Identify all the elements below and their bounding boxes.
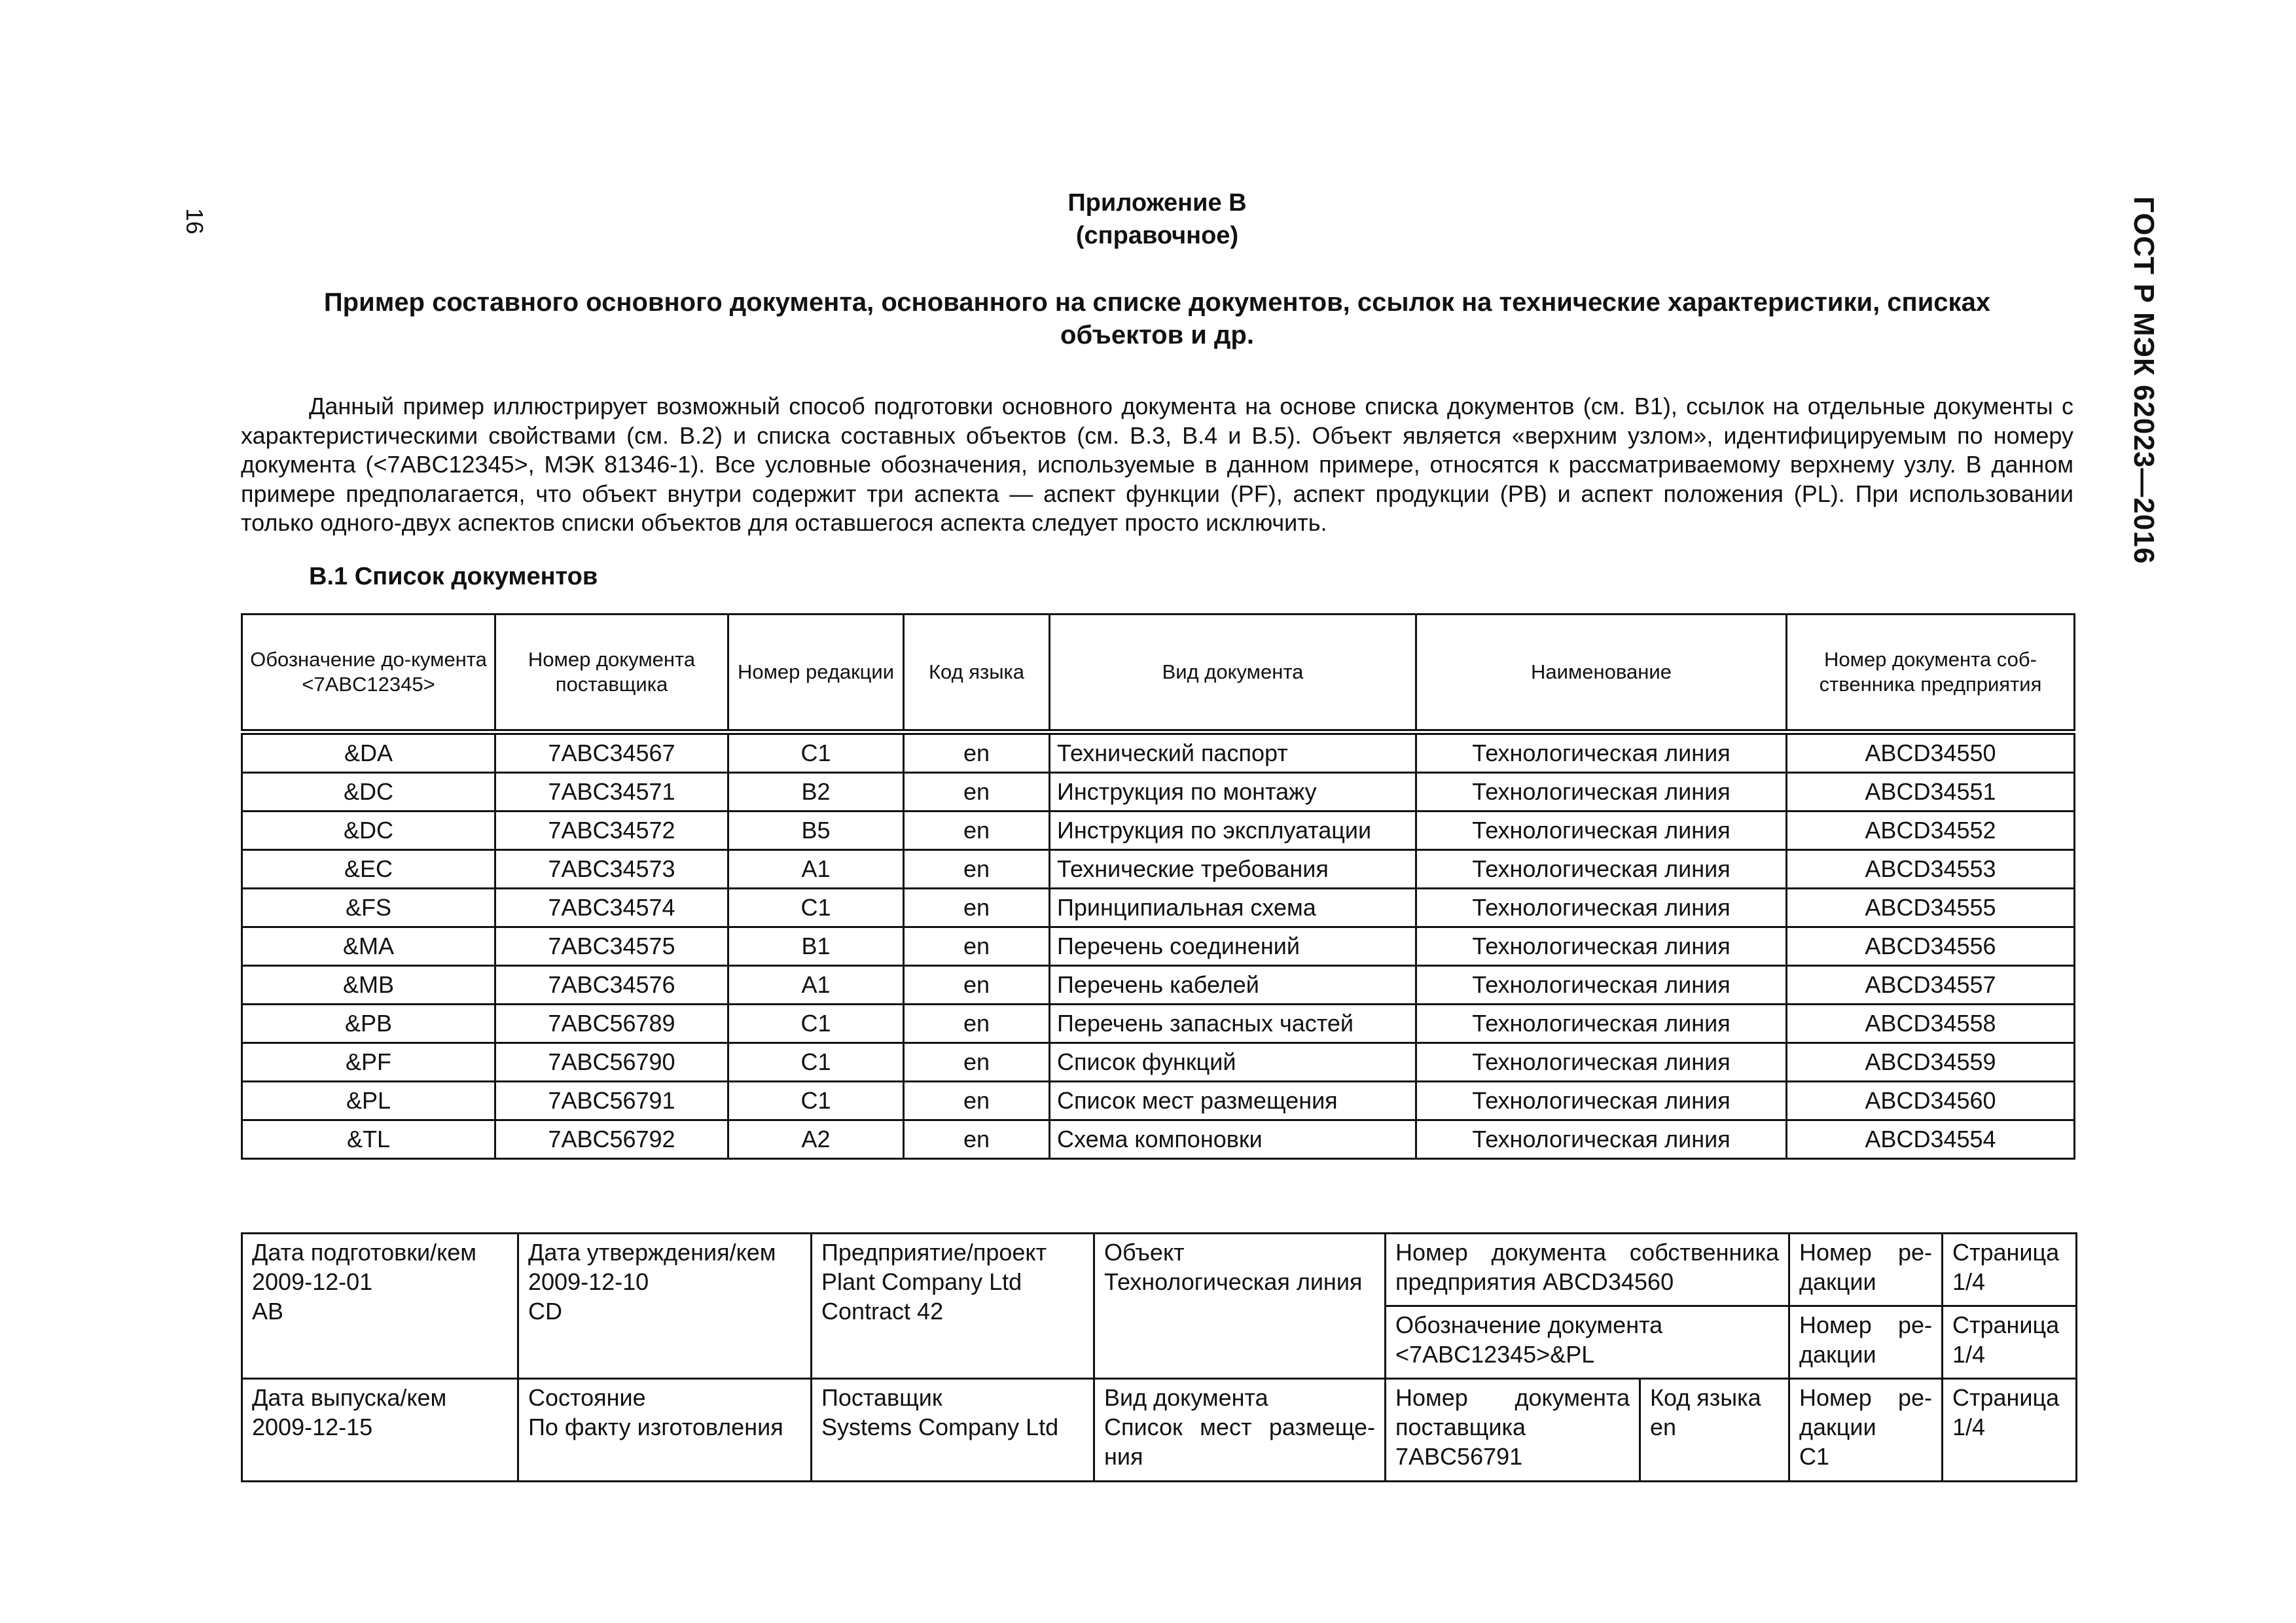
table-cell: en (904, 1120, 1050, 1158)
table-cell: 7ABC56791 (495, 1081, 728, 1120)
table-cell: Технологическая линия (1416, 1120, 1787, 1158)
table-cell: ABCD34554 (1787, 1120, 2075, 1158)
table-cell: Принципиальная схема (1050, 888, 1416, 927)
table-cell: en (904, 1043, 1050, 1081)
table-cell: C1 (728, 1004, 904, 1043)
table-cell: Технологическая линия (1416, 1004, 1787, 1043)
owner-doc-cell (1386, 1234, 1789, 1306)
table-cell: B1 (728, 927, 904, 965)
table-row (242, 1081, 2075, 1120)
owner-doc-value: предприятия ABCD34560 (1395, 1268, 1674, 1295)
table-cell: 7ABC56789 (495, 1004, 728, 1043)
table-row (242, 965, 2075, 1004)
annex-heading: Пример составного основного документа, основанного на списке документов, ссылок на технические характеристики, списках объектов и др. (323, 288, 1991, 349)
column-header: Номер документа соб-ственника предприятия (1787, 614, 2075, 732)
table-row (242, 1043, 2075, 1081)
supplier-doc-value: 7ABC56791 (1395, 1443, 1523, 1470)
supplier-value: Systems Company Ltd (821, 1414, 1059, 1440)
page-value: 1/4 (1952, 1414, 1986, 1440)
object-value: Технологическая линия (1104, 1268, 1363, 1295)
page-label: Страница (1952, 1384, 2060, 1411)
table-cell: ABCD34552 (1787, 811, 2075, 849)
page-content (241, 187, 2073, 1160)
enterprise-project: Contract 42 (821, 1298, 944, 1325)
table-cell: ABCD34555 (1787, 888, 2075, 927)
issue-label: Дата выпуска/кем (252, 1384, 447, 1411)
table-cell: ABCD34557 (1787, 965, 2075, 1004)
language-cell (1640, 1379, 1789, 1482)
table-cell: Технический паспорт (1050, 732, 1416, 772)
table-cell: &DA (242, 732, 495, 772)
table-cell: &PF (242, 1043, 495, 1081)
table-cell: Технологическая линия (1416, 927, 1787, 965)
doc-kind-value: Список мест размеще- (1104, 1414, 1375, 1440)
table-row (242, 1004, 2075, 1043)
page-value: 1/4 (1952, 1268, 1986, 1295)
revision-cell (1789, 1379, 1943, 1482)
table-cell: ABCD34551 (1787, 772, 2075, 811)
table-row (242, 849, 2075, 888)
intro-paragraph: Данный пример иллюстрирует возможный способ подготовки основного документа на основе списка документов (см. В1), ссылок на отдельные документы с характеристическими свойствами (см. В.2) и списка составных объектов (см. В.3, В.4 и В.5). Объект является «верхним узлом», идентифицируемым по номеру документа (<7ABC12345>, МЭК 81346-1). Все условные обозначения, используемые в данном примере, относятся к рассматриваемому верхнему узлу. В данном примере предполагается, что объект внутри содержит три аспекта — аспект функции (PF), аспект продукции (PB) и аспект положения (PL). При использовании только одного-двух аспектов списки объектов для оставшегося аспекта следует просто исключить. (241, 393, 2073, 536)
table-cell: ABCD34556 (1787, 927, 2075, 965)
table-cell: Технологическая линия (1416, 1043, 1787, 1081)
standard-code: ГОСТ Р МЭК 62023—2016 (2128, 196, 2160, 565)
table-cell: Технологическая линия (1416, 732, 1787, 772)
table-cell: 7ABC34575 (495, 927, 728, 965)
table-cell: ABCD34558 (1787, 1004, 2075, 1043)
enterprise-label: Предприятие/проект (821, 1239, 1047, 1266)
table-cell: &DC (242, 772, 495, 811)
table-cell: C1 (728, 888, 904, 927)
title-block (241, 1232, 2077, 1482)
table-cell: en (904, 849, 1050, 888)
prep-date-cell (242, 1234, 518, 1379)
owner-doc-label: Номер документа собственника (1395, 1239, 1779, 1266)
annex-title: Приложение В (1067, 189, 1247, 217)
supplier-doc-label: поставщика (1395, 1414, 1526, 1440)
designation-value: <7ABC12345>&PL (1395, 1341, 1595, 1368)
page-cell (1943, 1306, 2077, 1379)
table-cell: &PL (242, 1081, 495, 1120)
column-header: Номер редакции (728, 614, 904, 732)
page-number: 16 (181, 208, 208, 235)
table-cell: 7ABC56792 (495, 1120, 728, 1158)
table-cell: en (904, 888, 1050, 927)
approval-date-cell (518, 1234, 812, 1379)
table-cell: en (904, 772, 1050, 811)
status-value: По факту изготовления (528, 1414, 783, 1440)
status-cell (518, 1379, 812, 1482)
revision-label: Номер ре- (1799, 1384, 1932, 1411)
table-cell: Перечень запасных частей (1050, 1004, 1416, 1043)
table-cell: C1 (728, 1043, 904, 1081)
table-cell: 7ABC34573 (495, 849, 728, 888)
revision-label: дакции (1799, 1341, 1876, 1368)
column-header: Номер документа поставщика (495, 614, 728, 732)
documents-table-body (242, 732, 2075, 1158)
table-cell: 7ABC34574 (495, 888, 728, 927)
page-cell (1943, 1234, 2077, 1306)
documents-list-table (241, 613, 2075, 1160)
approval-by: CD (528, 1298, 562, 1325)
page-cell (1943, 1379, 2077, 1482)
table-cell: B5 (728, 811, 904, 849)
enterprise-name: Plant Company Ltd (821, 1268, 1022, 1295)
page-value: 1/4 (1952, 1341, 1986, 1368)
page-label: Страница (1952, 1311, 2060, 1338)
column-header: Наименование (1416, 614, 1787, 732)
table-cell: 7ABC34567 (495, 732, 728, 772)
annex-subtitle: (справочное) (1075, 222, 1239, 249)
doc-kind-value: ния (1104, 1443, 1143, 1470)
table-cell: A1 (728, 849, 904, 888)
table-cell: Список функций (1050, 1043, 1416, 1081)
revision-cell (1789, 1306, 1943, 1379)
supplier-cell (812, 1379, 1094, 1482)
revision-label: дакции (1799, 1268, 1876, 1295)
table-cell: Инструкция по монтажу (1050, 772, 1416, 811)
enterprise-cell (812, 1234, 1094, 1379)
status-label: Состояние (528, 1384, 646, 1411)
section-heading: В.1 Список документов (309, 562, 598, 590)
column-header: Вид документа (1050, 614, 1416, 732)
table-cell: &MB (242, 965, 495, 1004)
table-cell: ABCD34550 (1787, 732, 2075, 772)
supplier-doc-label: Номер документа (1395, 1384, 1630, 1411)
issue-date: 2009-12-15 (252, 1414, 373, 1440)
table-cell: &MA (242, 927, 495, 965)
table-cell: Технологическая линия (1416, 965, 1787, 1004)
revision-label: дакции (1799, 1414, 1876, 1440)
table-cell: &TL (242, 1120, 495, 1158)
designation-cell (1386, 1306, 1789, 1379)
table-cell: 7ABC56790 (495, 1043, 728, 1081)
revision-cell (1789, 1234, 1943, 1306)
table-cell: A2 (728, 1120, 904, 1158)
table-row (242, 927, 2075, 965)
prep-label: Дата подготовки/кем (252, 1239, 477, 1266)
table-cell: Перечень кабелей (1050, 965, 1416, 1004)
table-cell: &DC (242, 811, 495, 849)
revision-label: Номер ре- (1799, 1239, 1932, 1266)
table-row (242, 888, 2075, 927)
table-row (242, 811, 2075, 849)
table-cell: ABCD34559 (1787, 1043, 2075, 1081)
object-label: Объект (1104, 1239, 1185, 1266)
language-label: Код языка (1650, 1384, 1761, 1411)
table-cell: en (904, 1081, 1050, 1120)
language-value: en (1650, 1414, 1677, 1440)
table-cell: Технологическая линия (1416, 811, 1787, 849)
table-cell: ABCD34553 (1787, 849, 2075, 888)
column-header: Обозначение до-кумента <7ABC12345> (242, 614, 495, 732)
table-cell: en (904, 927, 1050, 965)
table-header-row (242, 614, 2075, 732)
issue-date-cell (242, 1379, 518, 1482)
table-cell: en (904, 732, 1050, 772)
column-header: Код языка (904, 614, 1050, 732)
designation-label: Обозначение документа (1395, 1311, 1663, 1338)
prep-by: AB (252, 1298, 284, 1325)
table-cell: en (904, 965, 1050, 1004)
object-cell (1094, 1234, 1386, 1379)
doc-kind-label: Вид документа (1104, 1384, 1268, 1411)
table-cell: 7ABC34571 (495, 772, 728, 811)
table-cell: &PB (242, 1004, 495, 1043)
table-row (242, 732, 2075, 772)
table-cell: Перечень соединений (1050, 927, 1416, 965)
table-cell: C1 (728, 732, 904, 772)
table-cell: A1 (728, 965, 904, 1004)
table-cell: B2 (728, 772, 904, 811)
table-cell: ABCD34560 (1787, 1081, 2075, 1120)
page-label: Страница (1952, 1239, 2060, 1266)
revision-value: C1 (1799, 1443, 1830, 1470)
table-cell: Схема компоновки (1050, 1120, 1416, 1158)
table-cell: Технологическая линия (1416, 772, 1787, 811)
table-cell: Технологическая линия (1416, 888, 1787, 927)
supplier-label: Поставщик (821, 1384, 942, 1411)
table-cell: en (904, 1004, 1050, 1043)
table-cell: Технологическая линия (1416, 849, 1787, 888)
table-cell: C1 (728, 1081, 904, 1120)
revision-label: Номер ре- (1799, 1311, 1932, 1338)
table-cell: &FS (242, 888, 495, 927)
prep-date: 2009-12-01 (252, 1268, 373, 1295)
table-cell: &EC (242, 849, 495, 888)
table-cell: en (904, 811, 1050, 849)
table-cell: Технологическая линия (1416, 1081, 1787, 1120)
approval-label: Дата утверждения/кем (528, 1239, 776, 1266)
table-cell: Список мест размещения (1050, 1081, 1416, 1120)
table-row (242, 772, 2075, 811)
doc-kind-cell (1094, 1379, 1386, 1482)
table-cell: 7ABC34576 (495, 965, 728, 1004)
supplier-doc-cell (1386, 1379, 1640, 1482)
table-cell: 7ABC34572 (495, 811, 728, 849)
table-cell: Технические требования (1050, 849, 1416, 888)
table-row (242, 1120, 2075, 1158)
table-cell: Инструкция по эксплуатации (1050, 811, 1416, 849)
approval-date: 2009-12-10 (528, 1268, 649, 1295)
